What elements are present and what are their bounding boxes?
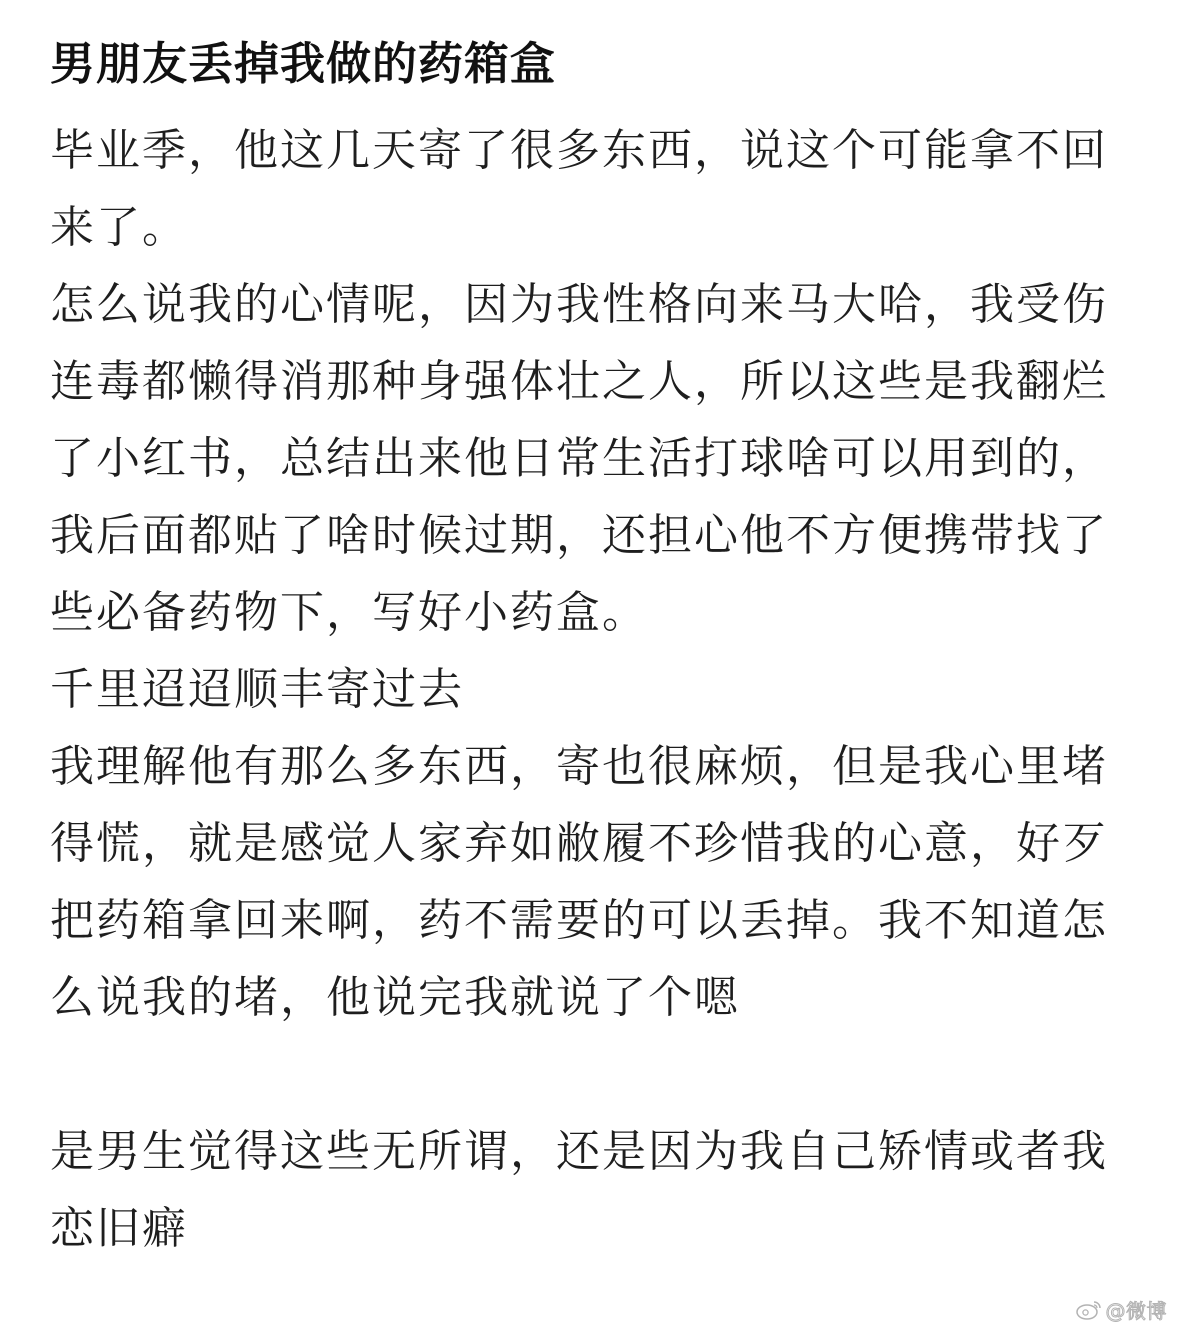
paragraph-gap: [50, 1036, 1130, 1113]
post-paragraph: 怎么说我的心情呢，因为我性格向来马大哈，我受伤连毒都懒得消那种身强体壮之人，所以这些是我翻烂了小红书，总结出来他日常生活打球啥可以用到的，我后面都贴了啥时候过期，还担心他不方便携带找了些必备药物下，写好小药盒。: [50, 279, 1108, 638]
post-paragraph: 我理解他有那么多东西，寄也很麻烦，但是我心里堵得慌，就是感觉人家弃如敝履不珍惜我的心意，好歹把药箱拿回来啊，药不需要的可以丢掉。我不知道怎么说我的堵，他说完我就说了个嗯: [50, 741, 1108, 1023]
watermark-handle: @微博: [1105, 1299, 1167, 1323]
post-paragraph: 千里迢迢顺丰寄过去: [50, 664, 464, 715]
weibo-logo-icon: [1076, 1299, 1102, 1321]
post-title: 男朋友丢掉我做的药箱盒: [50, 37, 557, 90]
post-body: [50, 112, 1130, 1267]
post-content: [50, 28, 1130, 1267]
post-paragraph: 毕业季，他这几天寄了很多东西，说这个可能拿不回来了。: [50, 125, 1108, 253]
weibo-watermark: [1076, 1295, 1168, 1324]
post-paragraph: 是男生觉得这些无所谓，还是因为我自己矫情或者我恋旧癖: [50, 1126, 1108, 1254]
